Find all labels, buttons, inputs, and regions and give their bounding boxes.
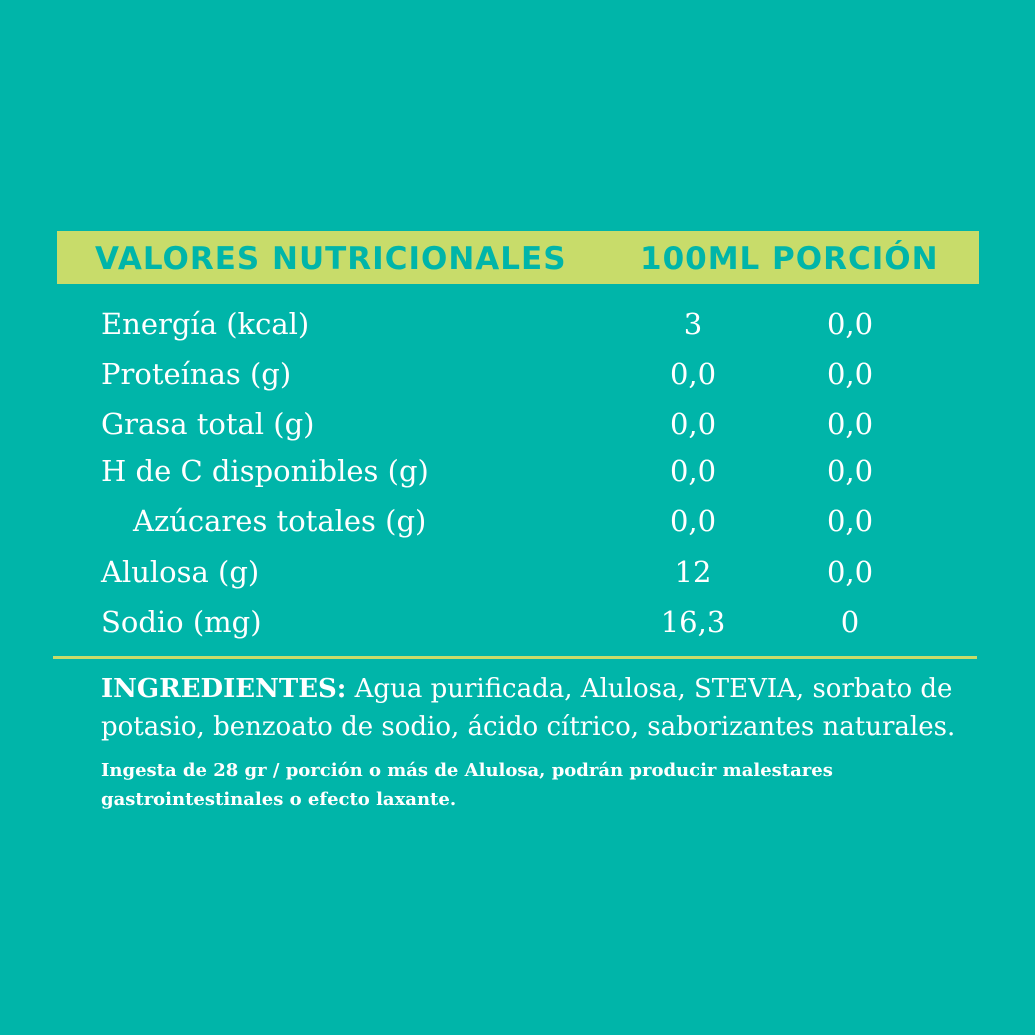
table-divider: [53, 656, 977, 659]
nutrient-value-100ml: 0,0: [669, 407, 717, 441]
nutrient-value-porcion: 0: [840, 605, 860, 639]
nutrient-value-100ml: 0,0: [669, 454, 717, 488]
nutrient-label: Energía (kcal): [101, 307, 310, 341]
nutrient-label: Sodio (mg): [101, 605, 262, 639]
nutrient-value-100ml: 0,0: [669, 357, 717, 391]
nutrition-header-bar: [57, 231, 979, 284]
nutrient-row-proteinas: [0, 350, 1035, 398]
ingredients-block: [101, 670, 981, 746]
nutrient-value-porcion: 0,0: [826, 454, 874, 488]
nutrient-row-energia: [0, 300, 1035, 348]
nutrient-row-sodio: [0, 598, 1035, 646]
nutrient-value-porcion: 0,0: [826, 555, 874, 589]
nutrient-row-grasa: [0, 400, 1035, 448]
nutrient-value-100ml: 0,0: [669, 504, 717, 538]
nutrition-title: VALORES NUTRICIONALES: [95, 241, 567, 277]
nutrient-label: H de C disponibles (g): [101, 454, 429, 488]
ingredients-text: Agua purificada, Alulosa, STEVIA, sorbato de potasio, benzoato de sodio, ácido cítrico, saborizantes naturales.: [101, 674, 956, 742]
nutrient-label: Alulosa (g): [101, 555, 260, 589]
column-header-100ml: 100ML: [640, 241, 761, 277]
ingredients-label: INGREDIENTES:: [101, 674, 347, 704]
nutrient-value-100ml: 16,3: [660, 605, 726, 639]
nutrient-value-100ml: 3: [683, 307, 703, 341]
nutrient-value-100ml: 12: [674, 555, 712, 589]
column-header-porcion: PORCIÓN: [772, 241, 939, 277]
nutrient-value-porcion: 0,0: [826, 504, 874, 538]
nutrient-label: Grasa total (g): [101, 407, 315, 441]
nutrient-label: Proteínas (g): [101, 357, 292, 391]
nutrient-value-porcion: 0,0: [826, 357, 874, 391]
laxative-warning: Ingesta de 28 gr / porción o más de Alulosa, podrán producir malestares gastrointestinales o efecto laxante.: [101, 760, 833, 810]
nutrient-row-hdec: [0, 447, 1035, 495]
nutrient-value-porcion: 0,0: [826, 407, 874, 441]
nutrient-row-azucares: [0, 497, 1035, 545]
nutrient-row-alulosa: [0, 548, 1035, 596]
nutrient-label: Azúcares totales (g): [133, 504, 427, 538]
nutrient-value-porcion: 0,0: [826, 307, 874, 341]
